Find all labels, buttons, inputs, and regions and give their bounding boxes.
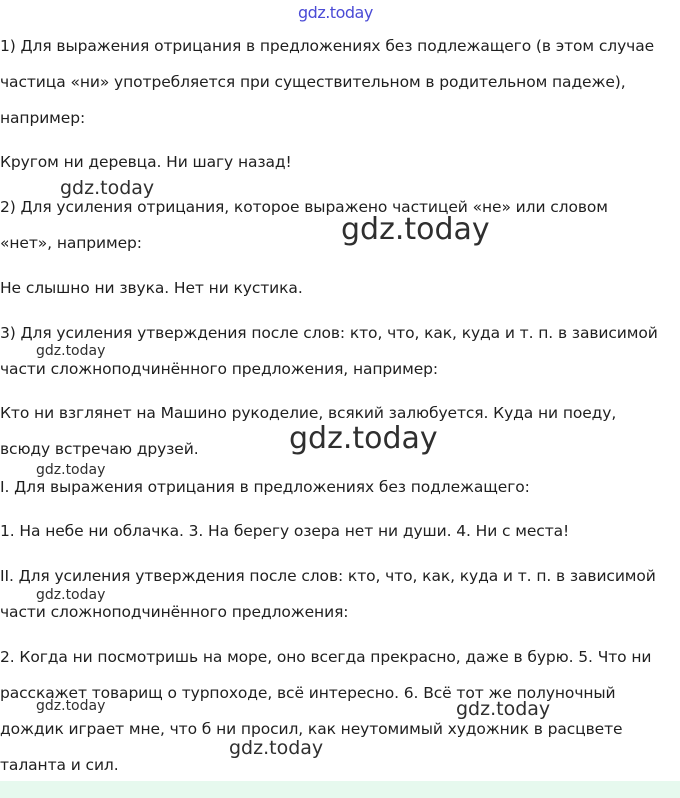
example-line-3: Кто ни взглянет на Машино рукоделие, всякий залюбуется. Куда ни поеду, xyxy=(0,404,617,422)
text-line-2: частица «ни» употребляется при существительном в родительном падеже), xyxy=(0,73,626,91)
answer-line-2: 2. Когда ни посмотришь на море, оно всегда прекрасно, даже в бурю. 5. Что ни xyxy=(0,648,652,666)
example-line-2: Не слышно ни звука. Нет ни кустика. xyxy=(0,279,303,297)
text-line-3: например: xyxy=(0,109,86,127)
section-heading-1: I. Для выражения отрицания в предложениях без подлежащего: xyxy=(0,478,530,496)
text-line-1: 1) Для выражения отрицания в предложениях без подлежащего (в этом случае xyxy=(0,37,655,55)
watermark: gdz.today xyxy=(341,212,490,247)
example-line-1: Кругом ни деревца. Ни шагу назад! xyxy=(0,153,292,171)
watermark: gdz.today xyxy=(456,698,551,720)
answer-line-4: дождик играет мне, что б ни просил, как неутомимый художник в расцвете xyxy=(0,720,623,738)
text-line-4: 2) Для усиления отрицания, которое выражено частицей «не» или словом xyxy=(0,198,608,216)
watermark: gdz.today xyxy=(36,698,106,714)
watermark: gdz.today xyxy=(229,737,324,759)
text-line-6: 3) Для усиления утверждения после слов: кто, что, как, куда и т. п. в зависимой xyxy=(0,324,658,342)
footer-band xyxy=(0,781,680,798)
watermark-top: gdz.today xyxy=(298,3,373,22)
text-line-5: «нет», например: xyxy=(0,234,142,252)
section-heading-2: II. Для усиления утверждения после слов: кто, что, как, куда и т. п. в зависимой xyxy=(0,567,656,585)
watermark: gdz.today xyxy=(36,343,106,359)
example-line-4: всюду встречаю друзей. xyxy=(0,440,199,458)
answer-line-3: расскажет товарищ о турпоходе, всё интересно. 6. Всё тот же полуночный xyxy=(0,684,616,702)
watermark: gdz.today xyxy=(60,177,155,199)
section-heading-2-cont: части сложноподчинённого предложения: xyxy=(0,603,349,621)
answer-line-1: 1. На небе ни облачка. 3. На берегу озера нет ни души. 4. Ни с места! xyxy=(0,522,570,540)
watermark: gdz.today xyxy=(289,421,438,456)
answer-line-5: таланта и сил. xyxy=(0,756,119,774)
watermark: gdz.today xyxy=(36,462,106,478)
text-line-7: части сложноподчинённого предложения, например: xyxy=(0,360,439,378)
watermark: gdz.today xyxy=(36,587,106,603)
